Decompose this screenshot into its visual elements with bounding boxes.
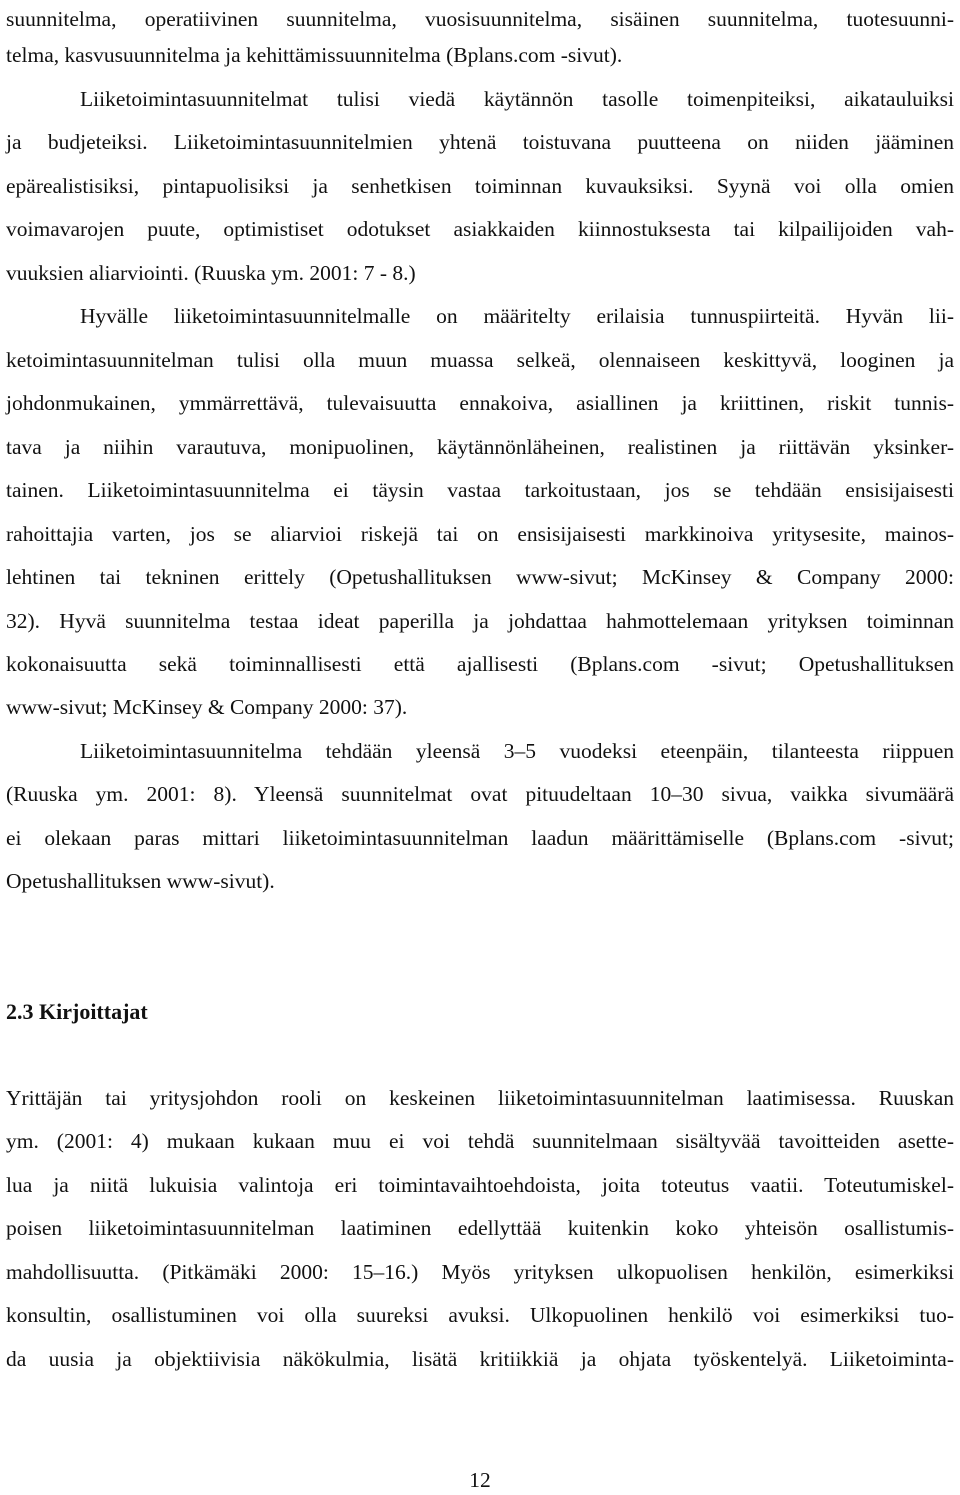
text-line: voimavarojen puute, optimistiset odotukset asiakkaiden kiinnostuksesta tai kilpailijoiden vah- xyxy=(6,217,954,241)
text-line: kokonaisuutta sekä toiminnallisesti että ajallisesti (Bplans.com -sivut; Opetushallituksen xyxy=(6,652,954,676)
section-heading: 2.3 Kirjoittajat xyxy=(6,999,148,1024)
text-line: Yrittäjän tai yritysjohdon rooli on keskeinen liiketoimintasuunnitelman laatimisessa. Ruuskan xyxy=(6,1086,954,1110)
text-line: poisen liiketoimintasuunnitelman laatiminen edellyttää kuitenkin koko yhteisön osallistumis- xyxy=(6,1216,954,1240)
text-line: vuuksien aliarviointi. (Ruuska ym. 2001: 7 - 8.) xyxy=(6,261,416,285)
page-number: 12 xyxy=(469,1468,491,1492)
text-line: ketoimintasuunnitelman tulisi olla muun muassa selkeä, olennaiseen keskittyvä, looginen ja xyxy=(6,348,954,372)
text-line: suunnitelma, operatiivinen suunnitelma, vuosisuunnitelma, sisäinen suunnitelma, tuotesuunni- xyxy=(6,7,954,31)
text-line: ja budjeteiksi. Liiketoimintasuunnitelmien yhtenä toistuvana puutteena on niiden jääminen xyxy=(6,130,954,154)
text-line: mahdollisuutta. (Pitkämäki 2000: 15–16.) Myös yrityksen ulkopuolisen henkilön, esimerkiksi xyxy=(6,1260,954,1284)
text-line: Hyvälle liiketoimintasuunnitelmalle on määritelty erilaisia tunnuspiirteitä. Hyvän lii- xyxy=(80,304,954,328)
text-line: telma, kasvusuunnitelma ja kehittämissuunnitelma (Bplans.com -sivut). xyxy=(6,43,623,67)
text-line: Opetushallituksen www-sivut). xyxy=(6,869,275,893)
text-line: (Ruuska ym. 2001: 8). Yleensä suunnitelmat ovat pituudeltaan 10–30 sivua, vaikka sivumäärä xyxy=(6,782,954,806)
text-line: ei olekaan paras mittari liiketoimintasuunnitelman laadun määrittämiselle (Bplans.com -sivut; xyxy=(6,826,954,850)
text-line: Liiketoimintasuunnitelmat tulisi viedä käytännön tasolle toimenpiteiksi, aikatauluiksi xyxy=(80,87,954,111)
text-line: da uusia ja objektiivisia näkökulmia, lisätä kritiikkiä ja ohjata työskentelyä. Liiketoiminta- xyxy=(6,1347,954,1371)
text-line: tava ja niihin varautuva, monipuolinen, käytännönläheinen, realistinen ja riittävän yksinker- xyxy=(6,435,954,459)
text-line: www-sivut; McKinsey & Company 2000: 37). xyxy=(6,695,408,719)
text-line: lua ja niitä lukuisia valintoja eri toimintavaihtoehdoista, joita toteutus vaatii. Toteutumiskel- xyxy=(6,1173,954,1197)
text-line: 32). Hyvä suunnitelma testaa ideat paperilla ja johdattaa hahmottelemaan yrityksen toiminnan xyxy=(6,609,954,633)
text-line: ym. (2001: 4) mukaan kukaan muu ei voi tehdä suunnitelmaan sisältyvää tavoitteiden asette- xyxy=(6,1129,954,1153)
text-line: epärealistisiksi, pintapuolisiksi ja senhetkisen toiminnan kuvauksiksi. Syynä voi olla omien xyxy=(6,174,954,198)
text-line: johdonmukainen, ymmärrettävä, tulevaisuutta ennakoiva, asiallinen ja kriittinen, riskit tunnis- xyxy=(6,391,954,415)
text-line: konsultin, osallistuminen voi olla suureksi avuksi. Ulkopuolinen henkilö voi esimerkiksi tuo- xyxy=(6,1303,954,1327)
text-line: rahoittajia varten, jos se aliarvioi riskejä tai on ensisijaisesti markkinoiva yritysesite, mainos- xyxy=(6,522,954,546)
text-line: lehtinen tai tekninen erittely (Opetushallituksen www-sivut; McKinsey & Company 2000: xyxy=(6,565,954,589)
text-line: tainen. Liiketoimintasuunnitelma ei täysin vastaa tarkoitustaan, jos se tehdään ensisijaisesti xyxy=(6,478,954,502)
text-line: Liiketoimintasuunnitelma tehdään yleensä 3–5 vuodeksi eteenpäin, tilanteesta riippuen xyxy=(80,739,954,763)
